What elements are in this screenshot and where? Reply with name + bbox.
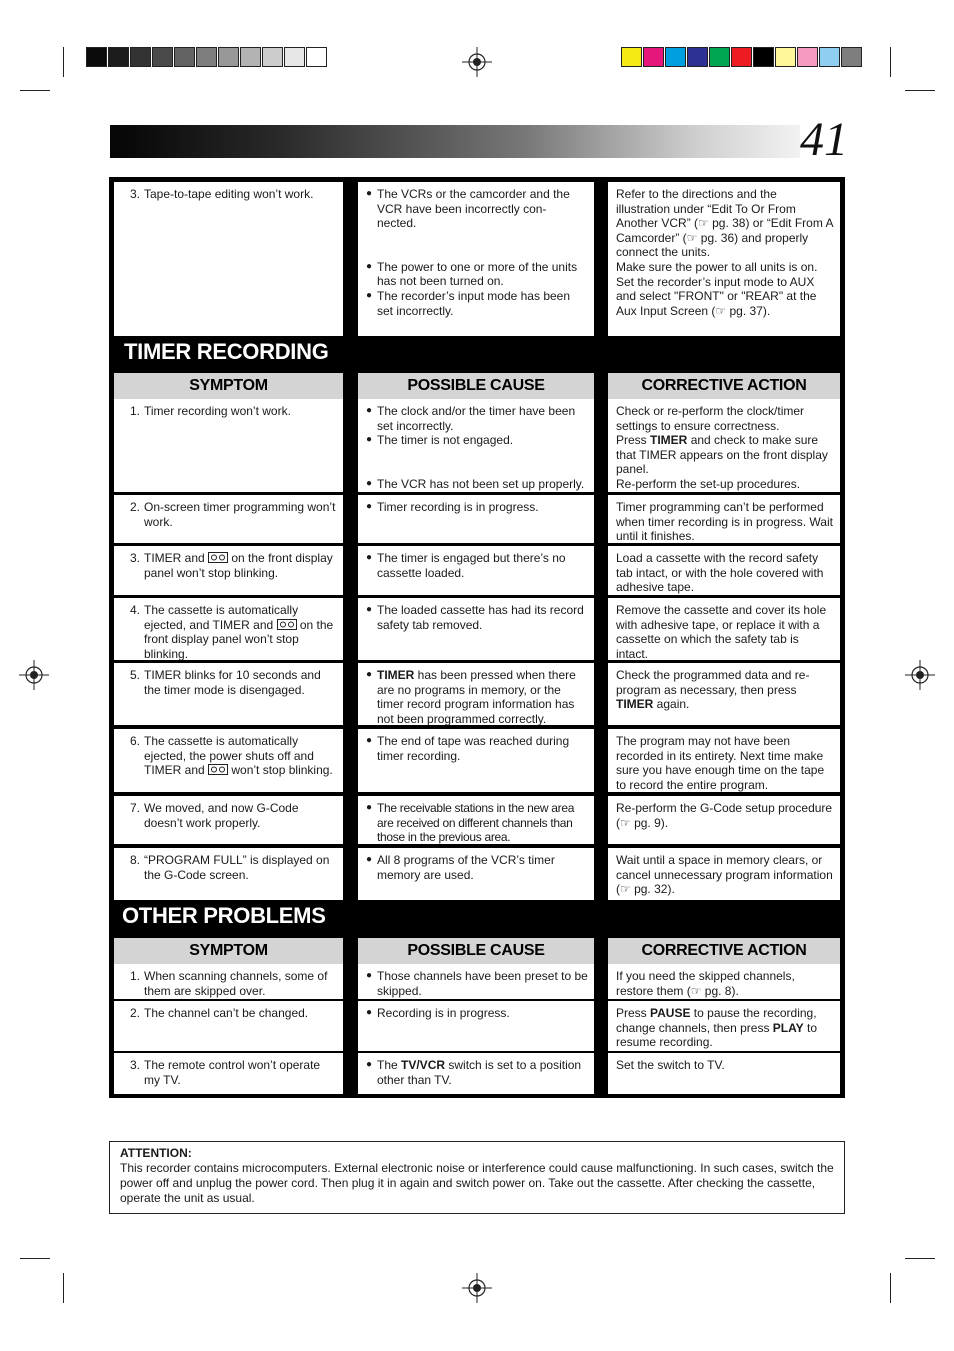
registration-mark-icon — [462, 47, 492, 77]
gray-swatch — [240, 47, 261, 67]
table-row-action: Wait until a space in memory clears, or cancel unnecessary program information (☞ pg. 32). — [608, 848, 840, 900]
column-header-cause: POSSIBLE CAUSE — [358, 938, 594, 964]
gray-swatch — [284, 47, 305, 67]
table-row-cause: ● Recording is in progress. — [358, 1001, 594, 1051]
table-row-symptom: 5. TIMER blinks for 10 seconds and the timer mode is disengaged. — [114, 663, 343, 725]
bullet-icon: ● — [366, 854, 373, 865]
editing-action-cell: Refer to the directions and the illustration under “Edit To Or From Another VCR” (☞ pg. 38) or “Edit From A Camcorder” (☞ pg. 36) and properly connect the units. Make sure the power to all units is on. Set the recorder’s input mode to AUX and select "FRONT" or "REAR" at the Aux Input Screen (☞ pg. 37). — [608, 182, 840, 336]
bullet-icon: ● — [366, 802, 372, 813]
table-row-symptom: 2. On-screen timer programming won’t work. — [114, 495, 343, 543]
bullet-icon: ● — [366, 604, 373, 615]
gray-swatch — [86, 47, 107, 67]
table-row-symptom: 1. When scanning channels, some of them are skipped over. — [114, 964, 343, 999]
bullet-icon: ● — [366, 1007, 373, 1018]
crop-mark — [20, 90, 50, 91]
table-row-action: Timer programming can’t be performed when timer recording is in progress. Wait until it finishes. — [608, 495, 840, 543]
bullet-icon: ● — [366, 552, 373, 563]
table-row-action: Remove the cassette and cover its hole with adhesive tape, or replace it with a cassette on which the safety tab is intact. — [608, 598, 840, 660]
troubleshooting-table — [109, 177, 845, 1098]
bullet-icon: ● — [366, 735, 373, 746]
bullet-icon: ● — [366, 970, 373, 981]
gray-swatch — [174, 47, 195, 67]
crop-mark — [63, 1273, 64, 1303]
table-row-cause: ● Timer recording is in progress. — [358, 495, 594, 543]
section-title-timer-recording: TIMER RECORDING — [124, 339, 329, 364]
table-row-symptom: 1. Timer recording won’t work. — [114, 399, 343, 492]
table-row-action: Re-perform the G-Code setup procedure (☞ pg. 9). — [608, 796, 840, 844]
header-gradient-bar — [110, 125, 800, 158]
bullet-icon: ● — [366, 477, 373, 489]
table-row-cause: ● Those channels have been preset to be skipped. — [358, 964, 594, 999]
gray-swatch — [108, 47, 129, 67]
column-header-action: CORRECTIVE ACTION — [608, 373, 840, 399]
bullet-icon: ● — [366, 188, 373, 199]
bullet-icon: ● — [366, 1059, 373, 1070]
table-row-action: Load a cassette with the record safety tab intact, or with the hole covered with adhesive tape. — [608, 546, 840, 595]
crop-mark — [890, 1273, 891, 1303]
color-swatch — [621, 47, 642, 67]
color-swatch — [709, 47, 730, 67]
table-row-cause: ● All 8 programs of the VCR’s timer memory are used. — [358, 848, 594, 900]
cassette-icon — [208, 764, 228, 775]
section-title-other-problems: OTHER PROBLEMS — [122, 903, 326, 928]
table-row-cause: ● The TV/VCR switch is set to a position other than TV. — [358, 1053, 594, 1094]
bullet-icon: ● — [366, 405, 373, 416]
table-row-cause: ● The end of tape was reached during timer recording. — [358, 729, 594, 792]
attention-box — [109, 1141, 845, 1214]
bullet-icon: ● — [366, 501, 373, 512]
table-row-symptom: 7. We moved, and now G-Code doesn’t work properly. — [114, 796, 343, 844]
column-header-cause: POSSIBLE CAUSE — [358, 373, 594, 399]
color-swatch — [797, 47, 818, 67]
gray-swatch — [196, 47, 217, 67]
crop-mark — [63, 47, 64, 77]
registration-mark-icon — [19, 660, 49, 690]
bullet-icon: ● — [366, 434, 373, 446]
table-row-symptom: 8. “PROGRAM FULL” is displayed on the G-Code screen. — [114, 848, 343, 900]
table-row-action: Check or re-perform the clock/timer settings to ensure correctness. Press TIMER and check to make sure that TIMER appears on the front display panel. Re-perform the set-up procedures. — [608, 399, 840, 492]
registration-mark-icon — [905, 660, 935, 690]
table-row-symptom: 4. The cassette is automatically ejected, and TIMER and on the front display panel won’t stop blinking. — [114, 598, 343, 660]
bullet-icon: ● — [366, 260, 373, 272]
column-header-symptom: SYMPTOM — [114, 938, 343, 964]
table-row-symptom: 3. The remote control won’t operate my TV. — [114, 1053, 343, 1094]
crop-mark — [905, 90, 935, 91]
editing-symptom-cell: 3. Tape-to-tape editing won’t work. — [114, 182, 343, 336]
table-row-action: If you need the skipped channels, restore them (☞ pg. 8). — [608, 964, 840, 999]
color-swatch — [687, 47, 708, 67]
gray-swatch — [130, 47, 151, 67]
table-row-action: Set the switch to TV. — [608, 1053, 840, 1094]
crop-mark — [20, 1258, 50, 1259]
page-number: 41 — [800, 113, 848, 166]
cassette-icon — [277, 619, 297, 630]
color-swatch — [753, 47, 774, 67]
table-row-symptom: 3. TIMER and on the front display panel won’t stop blinking. — [114, 546, 343, 595]
attention-text: This recorder contains microcomputers. External electronic noise or interference could cause malfunctioning. In such cases, switch the power off and unplug the power cord. Then plug it in again and switch power on. Take out the cassette. After checking the cassette, operate the unit as usual. — [120, 1161, 834, 1205]
color-swatch — [775, 47, 796, 67]
table-row-action: The program may not have been recorded in its entirety. Next time make sure you have enough time on the tape to record the entire program. — [608, 729, 840, 792]
table-row-cause: ● The timer is engaged but there’s no cassette loaded. — [358, 546, 594, 595]
column-header-action: CORRECTIVE ACTION — [608, 938, 840, 964]
crop-mark — [890, 47, 891, 77]
color-swatch — [665, 47, 686, 67]
bullet-icon: ● — [366, 289, 373, 301]
gray-swatch — [262, 47, 283, 67]
gray-swatch-strip — [86, 47, 328, 67]
gray-swatch — [152, 47, 173, 67]
crop-mark — [905, 1258, 935, 1259]
gray-swatch — [218, 47, 239, 67]
registration-mark-icon — [462, 1273, 492, 1303]
color-swatch — [643, 47, 664, 67]
editing-cause-cell: ● The VCRs or the camcorder and the VCR have been incorrectly con- nected. ● The power to one or more of the units has not been turned on. ● The recorder’s input mode has been set incorrectly. — [358, 182, 594, 336]
cassette-icon — [208, 552, 228, 563]
table-row-symptom: 2. The channel can’t be changed. — [114, 1001, 343, 1051]
table-row-cause: ● The loaded cassette has had its record safety tab removed. — [358, 598, 594, 660]
table-row-symptom: 6. The cassette is automatically ejected, the power shuts off and TIMER and won’t stop blinking. — [114, 729, 343, 792]
attention-title: ATTENTION: — [120, 1146, 192, 1160]
color-swatch — [819, 47, 840, 67]
table-row-cause: ● The receivable stations in the new area are received on different channels than those in the previous area. — [358, 796, 594, 844]
color-swatch — [731, 47, 752, 67]
table-row-action: Check the programmed data and re- program as necessary, then press TIMER again. — [608, 663, 840, 725]
table-row-cause: ● The clock and/or the timer have been set incorrectly. ● The timer is not engaged. ● The VCR has not been set up properly. — [358, 399, 594, 492]
column-header-symptom: SYMPTOM — [114, 373, 343, 399]
color-swatch — [841, 47, 862, 67]
symptom-text: Tape-to-tape editing won’t work. — [144, 187, 314, 201]
gray-swatch — [306, 47, 327, 67]
table-row-cause: ● TIMER has been pressed when there are no programs in memory, or the timer record program information has not been programmed correctly. — [358, 663, 594, 725]
bullet-icon: ● — [366, 669, 373, 680]
color-swatch-strip — [621, 47, 863, 67]
table-row-action: Press PAUSE to pause the recording, change channels, then press PLAY to resume recording. — [608, 1001, 840, 1051]
